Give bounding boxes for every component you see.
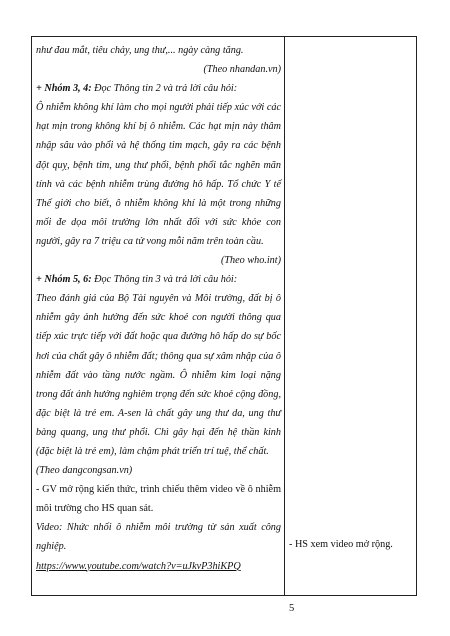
group-5-6-label: + Nhóm 5, 6: xyxy=(36,274,92,286)
teacher-extension-note: - GV mở rộng kiến thức, trình chiếu thêm video về ô nhiễm môi trường cho HS quan sát. xyxy=(36,484,281,515)
group-3-4-task xyxy=(36,79,281,98)
group-3-4-instruction: Đọc Thông tin 2 và trả lời câu hỏi: xyxy=(91,83,238,95)
group-3-4-label: + Nhóm 3, 4: xyxy=(36,83,92,95)
group-5-6-instruction: Đọc Thông tin 3 và trả lời câu hỏi: xyxy=(91,274,238,286)
group-5-6-task xyxy=(36,270,281,289)
info3-text: Theo đánh giá của Bộ Tài nguyên và Môi trường, đất bị ô nhiễm gây ảnh hưởng đến sức khoẻ con người thông qua tiếp xúc trực tiếp với đất hoặc qua đường hô hấp do sự bốc hơi của chất gây ô nhiễm đất; thông qua sự xâm nhập của ô nhiễm đất vào tầng nước ngầm. Ô nhiễm kim loại nặng trong đất ảnh hưởng nghiêm trọng đến sức khoẻ cộng đồng, đặc biệt là trẻ em. A-sen là chất gây ung thư da, ung thư bàng quang, ung thư phổi. Chì gây hại đến hệ thần kinh (đặc biệt là trẻ em), làm chậm phát triển trí tuệ, thể chất. xyxy=(36,293,281,457)
lesson-table xyxy=(31,36,417,596)
video-title: Video: Nhức nhối ô nhiễm môi trường từ sản xuất công nghiệp. xyxy=(36,522,281,553)
info1-tail: như đau mắt, tiêu chảy, ung thư,... ngày càng tăng. xyxy=(36,45,244,56)
page-number: 5 xyxy=(289,603,295,614)
teacher-activity-column xyxy=(32,37,285,595)
student-activity-column xyxy=(285,37,416,595)
student-note: - HS xem video mở rộng. xyxy=(289,539,393,550)
source-dangcongsan: (Theo dangcongsan.vn) xyxy=(36,465,133,477)
source-who: (Theo who.int) xyxy=(221,255,281,267)
youtube-link[interactable]: https://www.youtube.com/watch?v=uJkvP3hiKPQ xyxy=(36,560,241,572)
source-nhandan: (Theo nhandan.vn) xyxy=(203,64,281,76)
info2-text: Ô nhiễm không khí làm cho mọi người phải tiếp xúc với các hạt mịn trong không khí bị ô nhiễm. Các hạt mịn này thâm nhập sâu vào phổi và hệ thống tim mạch, gây ra các bệnh đột quỵ, bệnh tim, ung thư phổi, bệnh phổi tắc nghẽn mãn tính và các bệnh nhiễm trùng đường hô hấp. Tổ chức Y tế Thế giới cho biết, ô nhiễm không khí là một trong những mối đe dọa môi trường lớn nhất đối với sức khỏe con người, gây ra 7 triệu ca tử vong mỗi năm trên toàn cầu. xyxy=(36,102,281,247)
